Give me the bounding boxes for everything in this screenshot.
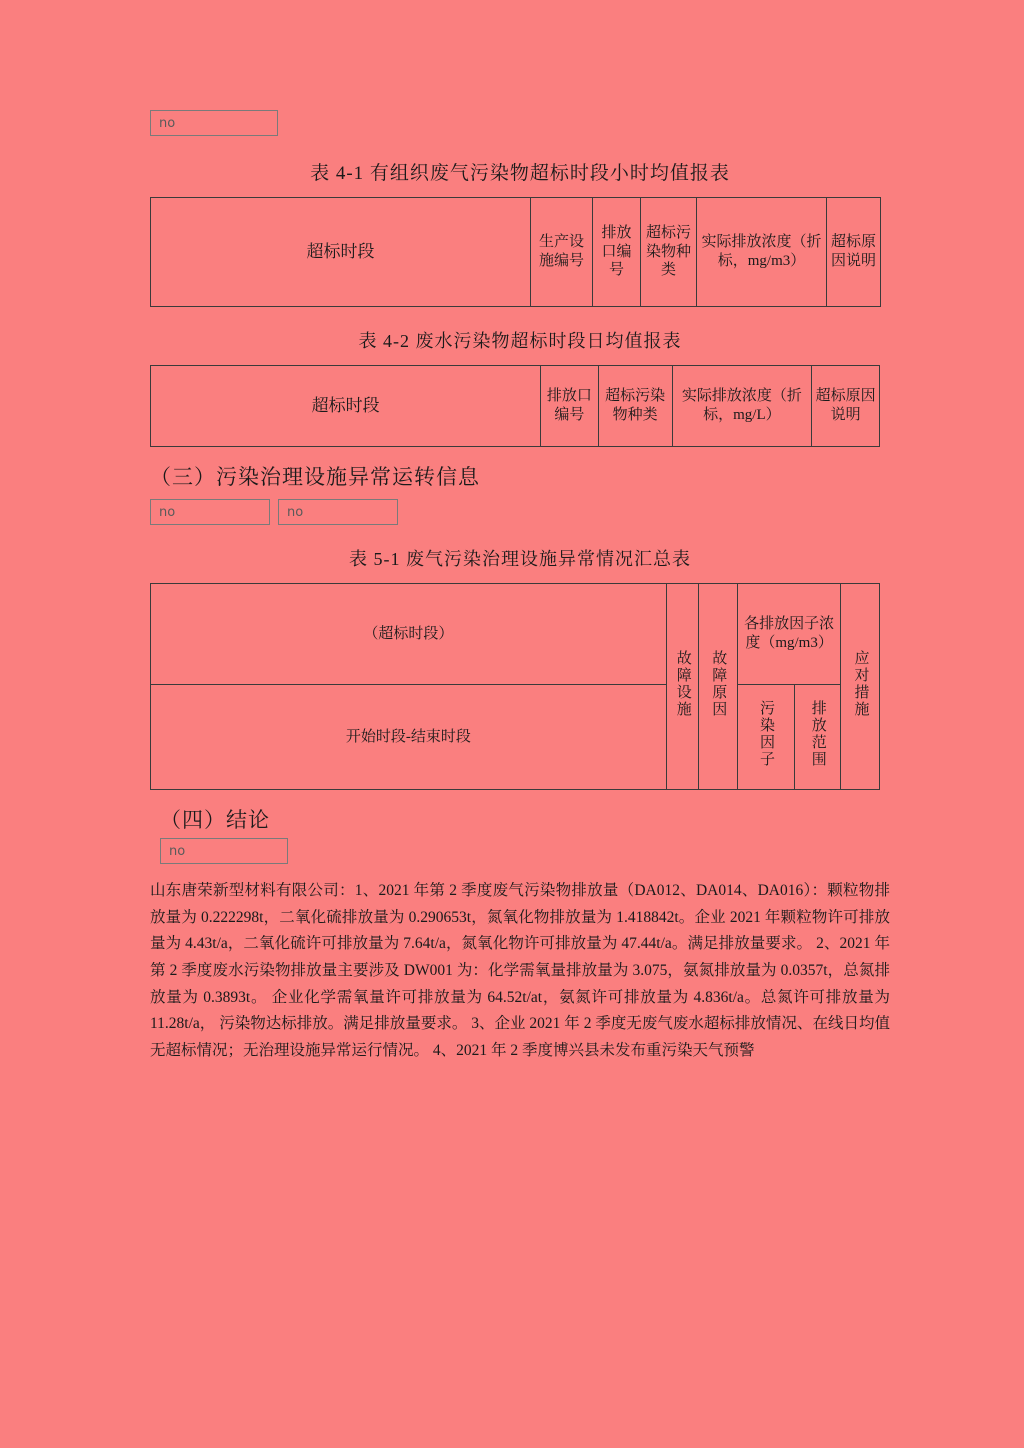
document-content (150, 110, 890, 1065)
th-overlimit-period: 超标时段 (151, 198, 531, 307)
note-box-3b[interactable]: no (278, 499, 398, 525)
th-outlet-code: 排放口编号 (593, 198, 641, 307)
table-row (151, 198, 881, 307)
th-overlimit-period-group: （超标时段） (151, 584, 667, 685)
th-outlet-code: 排放口编号 (541, 366, 598, 447)
th-facility-code: 生产设施编号 (531, 198, 593, 307)
th-factor-concentration-group: 各排放因子浓度（mg/m3） (737, 584, 841, 685)
th-emission-range: 排放范围 (794, 685, 841, 790)
section-4-heading: （四）结论 (160, 808, 270, 832)
section-3-heading: （三）污染治理设施异常运转信息 (150, 465, 480, 489)
cell-start-end-period: 开始时段-结束时段 (151, 685, 667, 790)
table-4-1 (150, 197, 881, 307)
th-overlimit-period: 超标时段 (151, 366, 541, 447)
table-4-2 (150, 365, 880, 447)
table-4-1-caption: 表 4-1 有组织废气污染物超标时段小时均值报表 (310, 163, 730, 184)
th-pollution-factor: 污染因子 (737, 685, 794, 790)
note-box-3a[interactable]: no (150, 499, 270, 525)
th-reason: 超标原因说明 (827, 198, 881, 307)
conclusion-paragraph: 山东唐荣新型材料有限公司：1、2021 年第 2 季度废气污染物排放量（DA012、DA014、DA016）：颗粒物排放量为 0.222298t，二氧化硫排放量为 0.290653t，氮氧化物排放量为 1.418842t。企业 2021 年颗粒物许可排放量为 4.43t/a，二氧化硫许可排放量为 7.64t/a，氮氧化物许可排放量为 47.44t/a。满足排放量要求。 2、2021 年第 2 季度废水污染物排放量主要涉及 DW001 为：化学需氧量排放量为 3.075，氨氮排放量为 0.0357t，总氮排放量为 0.3893t。 企业化学需氧量许可排放量为 64.52t/at，氨氮许可排放量为 4.836t/a。总氮许可排放量为 11.28t/a， 污染物达标排放。满足排放量要求。 3、企业 2021 年 2 季度无废气废水超标排放情况、在线日均值无超标情况；无治理设施异常运行情况。 4、2021 年 2 季度博兴县未发布重污染天气预警 (150, 882, 890, 1059)
th-reason: 超标原因说明 (812, 366, 880, 447)
section-3-note-row (150, 499, 890, 525)
th-fault-reason: 故障原因 (699, 584, 738, 790)
th-pollutant-type: 超标污染物种类 (641, 198, 697, 307)
table-4-2-caption: 表 4-2 废水污染物超标时段日均值报表 (358, 331, 682, 351)
th-fault-facility: 故障设施 (666, 584, 698, 790)
th-response-measure: 应对措施 (841, 584, 880, 790)
th-actual-concentration: 实际排放浓度（折标，mg/L） (672, 366, 812, 447)
note-box-top[interactable]: no (150, 110, 278, 136)
table-row (151, 366, 880, 447)
th-pollutant-type: 超标污染物种类 (598, 366, 672, 447)
table-5-1-caption: 表 5-1 废气污染治理设施异常情况汇总表 (349, 549, 691, 569)
table-5-1 (150, 583, 880, 790)
note-box-4[interactable]: no (160, 838, 288, 864)
th-actual-concentration: 实际排放浓度（折标，mg/m3） (697, 198, 827, 307)
table-row (151, 584, 880, 685)
